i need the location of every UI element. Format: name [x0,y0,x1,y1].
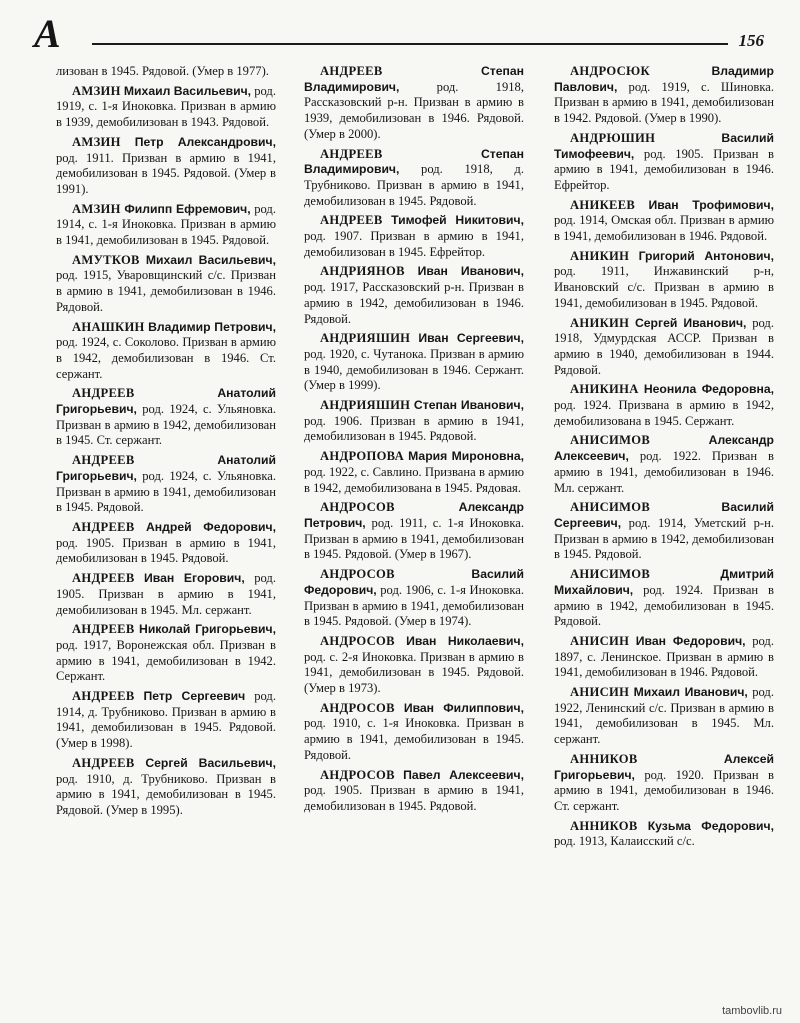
entry-given-name: Михаил Васильевич, [123,83,252,98]
entry-given-name: Андрей Федорович, [146,519,276,534]
entry-surname: АНДРОСЮК [570,64,650,78]
entry-surname: АНДРЕЕВ [320,213,383,228]
entry-given-name: Петр Сергеевич [143,689,246,704]
entry-surname: АНДРЕЕВ [320,146,383,161]
entry-surname: АНДРЕЕВ [320,64,383,78]
entry-text: лизован в 1945. Рядовой. (Умер в 1977). [56,64,269,78]
entry-text: род. 1897, с. Ленинское. Призван в армию в 1941, демобилизован в 1946. Рядовой. [554,633,774,680]
entry-text: род. с. 2-я Иноковка. Призван в армию в 1941, демобилизован в 1945. Рядовой. (Умер в 1973). [304,649,524,696]
entry-text: род. 1913, Калаисский с/с. [554,834,695,849]
entry-surname: АНДРОПОВА [320,449,404,464]
biography-entry [554,634,774,681]
entry-given-name: Михаил Васильевич, [145,252,276,267]
biography-entry [56,453,276,516]
page-header [0,0,800,62]
entry-given-name: Василий Федорович, [304,567,524,597]
entry-given-name: Григорий Антонович, [638,248,774,263]
entry-given-name: Павел Алексеевич, [403,767,524,782]
biography-entry [56,386,276,449]
entry-given-name: Степан Владимирович, [304,64,524,94]
entry-text: род. 1915, Уваровщинский с/с. Призван в армию в 1941, демобилизован в 1946. Рядовой. [56,268,276,314]
entry-given-name: Неонила Федоровна, [643,382,774,397]
entry-surname: АНИКЕЕВ [570,197,636,212]
entry-surname: АНДРЕЕВ [72,519,135,534]
entry-given-name: Сергей Васильевич, [145,755,276,770]
biography-entry [56,84,276,131]
entry-given-name: Владимир Петрович, [148,319,276,334]
biography-entry [554,567,774,630]
section-letter: А [34,11,61,56]
biography-entry [554,316,774,379]
entry-surname: АНИСИМОВ [570,567,651,582]
column-3 [554,64,774,984]
biography-entry [304,500,524,563]
biography-entry [56,520,276,567]
entry-text: род. 1911. Призван в армию в 1941, демобилизован в 1945. Рядовой. (Умер в 1991). [56,150,276,196]
entry-text: род. 1910, д. Трубниково. Призван в армию в 1941, демобилизован в 1945. Рядовой. (Умер в 1995). [56,771,276,817]
entry-given-name: Александр Петрович, [304,500,524,530]
column-2 [304,64,524,984]
entry-surname: АННИКОВ [570,751,638,766]
entry-given-name: Василий Тимофеевич, [554,130,774,161]
biography-entry [554,198,774,245]
biography-entry [304,398,524,445]
entry-surname: АНИСИМОВ [570,500,651,515]
entry-given-name: Владимир Павлович, [554,64,774,94]
entry-text: род. 1919, с. 1-я Иноковка. Призван в армию в 1939, демобилизован в 1943. Рядовой. [56,83,276,130]
entry-text: род. 1918, д. Трубниково. Призван в армию в 1941, демобилизован в 1945. Рядовой. [304,162,524,208]
entry-surname: АНАШКИН [72,319,145,334]
entry-given-name: Степан Иванович, [413,398,524,413]
entry-given-name: Кузьма Федорович, [647,818,774,833]
text-columns [56,64,774,984]
entry-given-name: Филипп Ефремович, [124,201,251,216]
biography-entry [304,634,524,697]
entry-surname: АНДРЕЕВ [72,622,135,637]
entry-surname: АНДРИЯНОВ [320,264,405,279]
biography-entry [304,331,524,394]
entry-text: род. 1920, с. Чутанока. Призван в армию в 1940, демобилизован в 1946. Сержант. (Умер в 1999). [304,346,524,393]
biography-entry [56,571,276,618]
entry-given-name: Анатолий Григорьевич, [56,453,276,483]
entry-given-name: Сергей Иванович, [634,315,747,330]
entry-text: род. 1918, Рассказовский р-н. Призван в армию в 1939, демобилизован в 1946. Рядовой. (Умер в 2000). [304,79,524,141]
biography-entry [56,202,276,249]
entry-text: род. 1905. Призван в армию в 1941, демобилизован в 1945. Рядовой. [304,783,524,813]
biography-entry [554,131,774,194]
entry-text: род. 1922. Призван в армию в 1941, демобилизован в 1946. Мл. сержант. [554,449,774,495]
entry-surname: АНДРОСОВ [320,567,395,582]
entry-surname: АНДРИЯШИН [320,331,411,346]
entry-surname: АНДРЮШИН [570,130,656,145]
biography-entry [304,567,524,630]
entry-given-name: Василий Сергеевич, [554,500,774,530]
entry-text: род. 1907. Призван в армию в 1941, демобилизован в 1945. Ефрейтор. [304,229,524,259]
entry-text: род. 1924. Призван в армию в 1942, демобилизован в 1945. Рядовой. [554,582,774,629]
entry-given-name: Иван Филиппович, [403,700,524,715]
entry-surname: АНИКИН [570,248,630,263]
entry-given-name: Мария Мироновна, [408,449,524,464]
entry-given-name: Михаил Иванович, [633,685,748,700]
entry-given-name: Иван Федорович, [635,633,746,648]
entry-surname: АНДРОСОВ [320,767,395,782]
footer-site: tambovlib.ru [722,1005,782,1017]
column-1 [56,64,276,984]
biography-entry [304,449,524,496]
biography-entry [56,135,276,198]
biography-entry [554,382,774,429]
entry-surname: АНИСИН [570,633,630,648]
biography-entry [304,768,524,815]
entry-continuation [56,64,276,80]
entry-text: род. 1924, с. Ульяновка. Призван в армию в 1941, демобилизован в 1945. Рядовой. [56,468,276,515]
entry-given-name: Анатолий Григорьевич, [56,386,276,417]
entry-text: род. 1914, Уметский р-н. Призван в армию в 1942, демобилизован в 1945. Рядовой. [554,515,774,562]
biography-entry [56,756,276,819]
entry-text: род. 1905. Призван в армию в 1941, демобилизован в 1946. Ефрейтор. [554,146,774,192]
biography-entry [56,320,276,383]
entry-given-name: Дмитрий Михайлович, [554,567,774,597]
entry-text: род. 1919, с. Шиновка. Призван в армию в 1941, демобилизован в 1942. Рядовой. (Умер в 1990). [554,79,774,126]
entry-surname: АНИСИН [570,685,630,700]
entry-text: род. 1914, Омская обл. Призван в армию в 1941, демобилизован в 1946. Рядовой. [554,213,774,244]
entry-text: род. 1924. Призвана в армию в 1942, демобилизована в 1945. Сержант. [554,398,774,428]
entry-text: род. 1924, с. Соколово. Призван в армию в 1942, демобилизован в 1946. Ст. сержант. [56,335,276,381]
entry-given-name: Степан Владимирович, [304,146,524,177]
entry-given-name: Николай Григорьевич, [139,622,276,637]
entry-text: род. 1924, с. Ульяновка. Призван в армию в 1942, демобилизован в 1945. Ст. сержант. [56,402,276,448]
biography-entry [56,689,276,752]
page-number: 156 [738,31,764,50]
entry-given-name: Петр Александрович, [134,134,276,149]
entry-given-name: Иван Сергеевич, [418,331,524,346]
entry-text: род. 1910, с. 1-я Иноковка. Призван в армию в 1941, демобилизован в 1945. Рядовой. [304,716,524,762]
entry-given-name: Александр Алексеевич, [554,433,774,464]
entry-text: род. 1918, Удмурдская АССР. Призван в армию в 1940, демобилизован в 1944. Рядовой. [554,315,774,377]
entry-text: род. 1905. Призван в армию в 1941, демобилизован в 1945. Рядовой. [56,535,276,566]
biography-entry [304,264,524,327]
entry-given-name: Алексей Григорьевич, [554,751,774,782]
entry-text: род. 1906. Призван в армию в 1941, демобилизован в 1945. Рядовой. [304,413,524,444]
biography-entry [304,701,524,764]
biography-entry [304,64,524,143]
entry-surname: АНИКИН [570,315,630,330]
biography-entry [554,685,774,748]
entry-surname: АНДРЕЕВ [72,689,135,704]
entry-text: род. 1920. Призван в армию в 1941, демобилизован в 1946. Ст. сержант. [554,767,774,813]
biography-entry [554,249,774,312]
biography-entry [554,819,774,850]
biography-entry [554,500,774,563]
entry-given-name: Иван Егорович, [144,571,245,586]
entry-surname: АМЗИН [72,201,121,216]
entry-surname: АМУТКОВ [72,252,140,267]
entry-given-name: Иван Трофимович, [648,197,774,212]
entry-text: род. 1922, с. Савлино. Призвана в армию в 1942, демобилизована в 1945. Рядовая. [304,464,524,495]
entry-surname: АНИСИМОВ [570,433,651,448]
entry-text: род. 1922, Ленинский с/с. Призван в армию в 1941, демобилизован в 1945. Мл. сержант. [554,685,774,747]
entry-surname: АНИКИНА [570,382,639,397]
entry-surname: АНДРЕЕВ [72,386,135,401]
entry-text: род. 1906, с. 1-я Иноковка. Призван в армию в 1941, демобилизован в 1945. Рядовой. (Умер в 1974). [304,582,524,629]
entry-text: род. 1911, Инжавинский р-н, Ивановский с/с. Призван в армию в 1941, демобилизован в 1945. Рядовой. [554,264,774,310]
entry-given-name: Иван Николаевич, [406,633,524,648]
biography-entry [304,213,524,260]
entry-surname: АНДРОСОВ [320,500,395,515]
entry-text: род. 1905. Призван в армию в 1941, демобилизован в 1945. Мл. сержант. [56,571,276,617]
entry-text: род. 1914, с. 1-я Иноковка. Призван в армию в 1941, демобилизован в 1945. Рядовой. [56,201,276,248]
biography-entry [554,433,774,496]
biography-entry [554,64,774,127]
entry-surname: АНДРИЯШИН [320,398,411,413]
entry-surname: АНДРЕЕВ [72,453,135,468]
biography-entry [304,147,524,210]
entry-surname: АНДРОСОВ [320,633,395,648]
entry-surname: АНДРЕЕВ [72,571,135,586]
entry-text: род. 1917, Воронежская обл. Призван в армию в 1941, демобилизован в 1942. Сержант. [56,637,276,684]
entry-text: род. 1911, с. 1-я Иноковка. Призван в армию в 1941, демобилизован в 1945. Рядовой. (Умер в 1967). [304,515,524,562]
biography-entry [554,752,774,815]
entry-given-name: Тимофей Никитович, [391,213,524,228]
entry-surname: АНДРОСОВ [320,700,395,715]
header-rule [92,43,728,45]
biography-entry [56,253,276,316]
entry-surname: АМЗИН [72,83,121,98]
entry-surname: АНДРЕЕВ [72,755,135,770]
biography-entry [56,622,276,685]
entry-text: род. 1917, Рассказовский р-н. Призван в армию в 1942, демобилизован в 1946. Рядовой. [304,280,524,326]
entry-text: род. 1914, д. Трубниково. Призван в армию в 1941, демобилизован в 1945. Рядовой. (Умер в 1998). [56,689,276,751]
entry-surname: АМЗИН [72,134,121,149]
entry-surname: АННИКОВ [570,818,638,833]
entry-given-name: Иван Иванович, [417,264,524,279]
